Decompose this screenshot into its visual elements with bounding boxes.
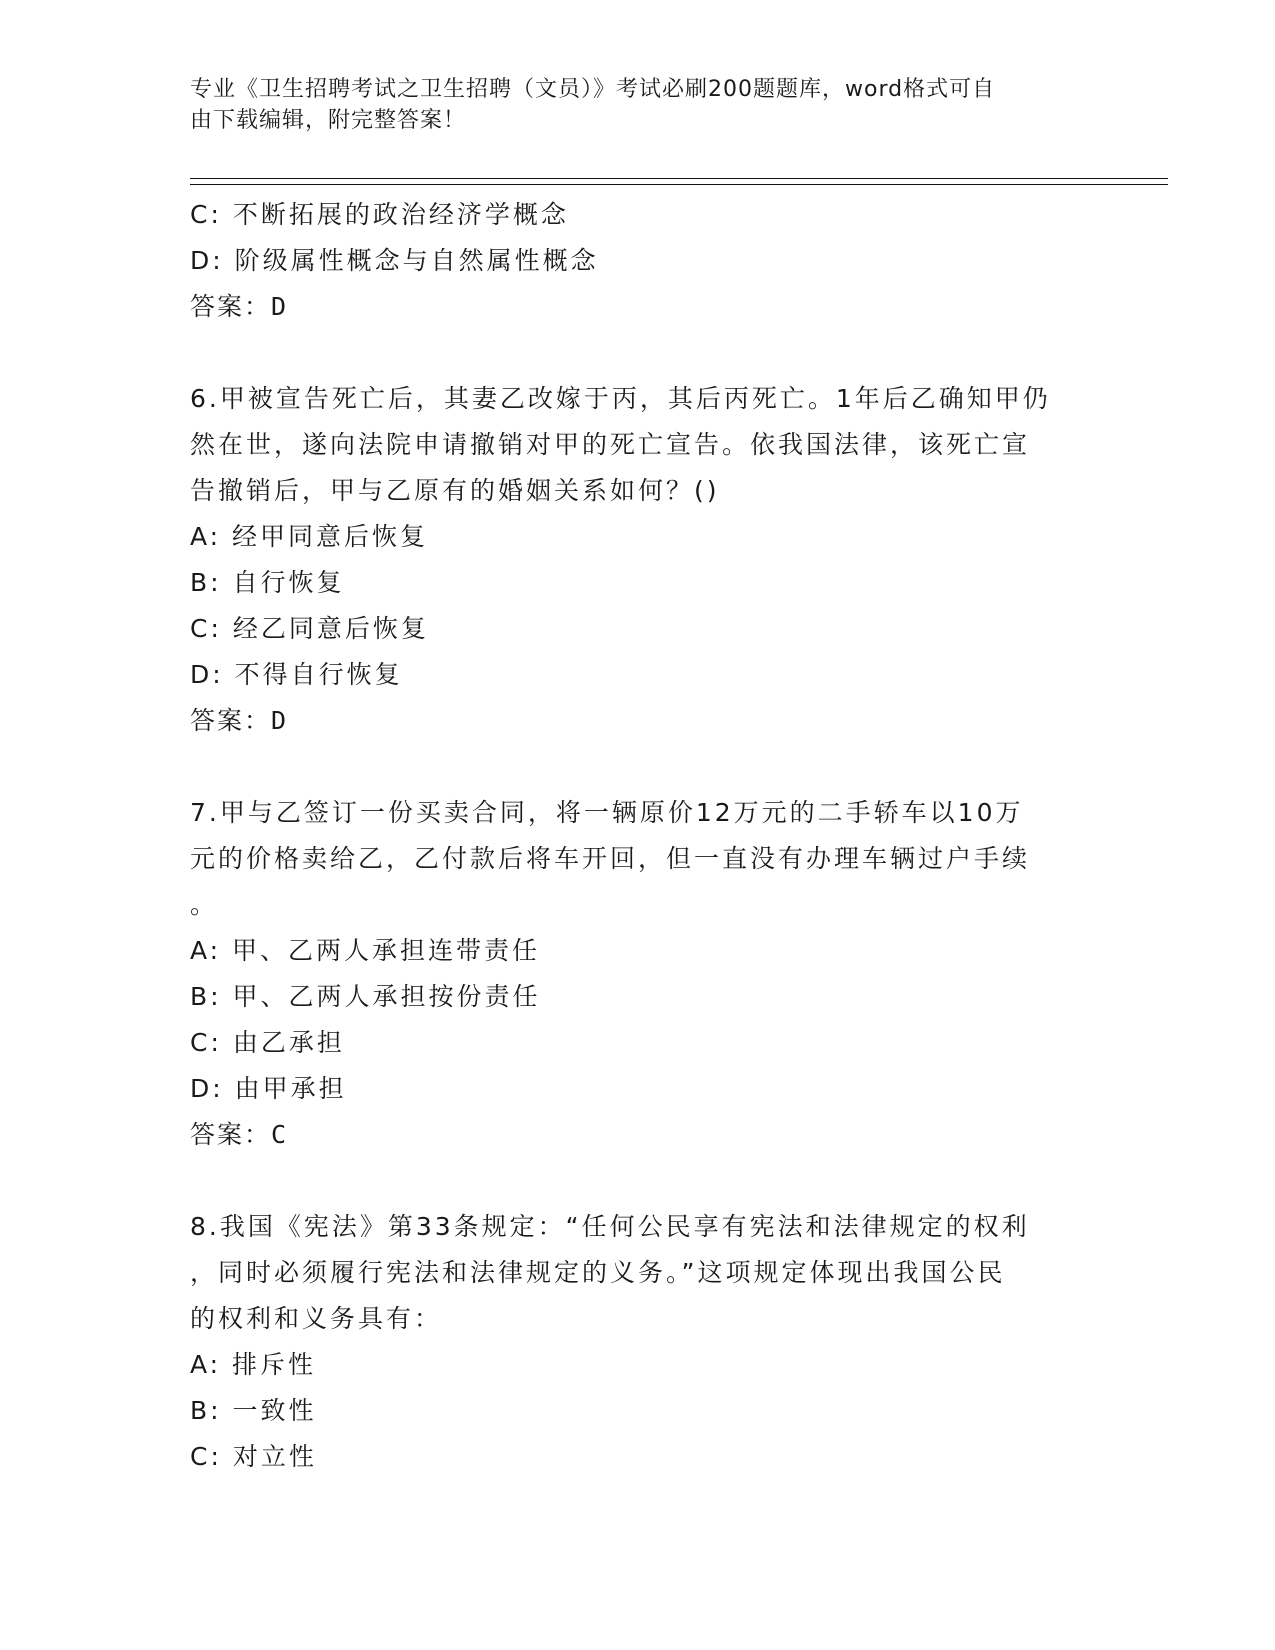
answer-label: 答案：: [190, 706, 272, 735]
option-c: C: 对立性: [190, 1442, 317, 1471]
question-7: [190, 790, 1090, 1158]
question-stem-line: 7.甲与乙签订一份买卖合同，将一辆原价12万元的二手轿车以10万: [190, 798, 1024, 827]
option-d: D: 不得自行恢复: [190, 660, 403, 689]
question-stem-line: 。: [190, 890, 219, 919]
option-b: B: 一致性: [190, 1396, 317, 1425]
question-stem-line: 告撤销后，甲与乙原有的婚姻关系如何？(): [190, 476, 720, 505]
header-divider-bottom: [190, 184, 1168, 185]
question-6: [190, 376, 1090, 744]
question-5-continuation: [190, 192, 1090, 330]
question-stem-line: 6.甲被宣告死亡后，其妻乙改嫁于丙，其后丙死亡。1年后乙确知甲仍: [190, 384, 1051, 413]
answer-value: C: [271, 1120, 289, 1149]
answer-value: D: [271, 292, 289, 321]
header-line-1: 专业《卫生招聘考试之卫生招聘（文员）》考试必刷200题题库，word格式可自: [190, 77, 996, 102]
question-8: [190, 1204, 1090, 1480]
answer-label: 答案：: [190, 292, 272, 321]
option-a: A: 经甲同意后恢复: [190, 522, 429, 551]
option-a: A: 甲、乙两人承担连带责任: [190, 936, 541, 965]
answer-line: [190, 1112, 1090, 1158]
answer-line: [190, 698, 1090, 744]
option-d: D: 阶级属性概念与自然属性概念: [190, 246, 599, 275]
question-stem-line: ，同时必须履行宪法和法律规定的义务。”这项规定体现出我国公民: [190, 1258, 1006, 1287]
header-line-2: 由下载编辑，附完整答案！: [190, 108, 467, 133]
option-d: D: 由甲承担: [190, 1074, 347, 1103]
question-stem-line: 元的价格卖给乙，乙付款后将车开回，但一直没有办理车辆过户手续: [190, 844, 1031, 873]
option-b: B: 甲、乙两人承担按份责任: [190, 982, 541, 1011]
option-b: B: 自行恢复: [190, 568, 345, 597]
answer-value: D: [271, 706, 289, 735]
document-header: [190, 74, 1070, 136]
option-a: A: 排斥性: [190, 1350, 317, 1379]
answer-label: 答案：: [190, 1120, 272, 1149]
option-c: C: 经乙同意后恢复: [190, 614, 429, 643]
question-stem-line: 的权利和义务具有：: [190, 1304, 443, 1333]
option-c: C: 不断拓展的政治经济学概念: [190, 200, 569, 229]
question-stem-line: 8.我国《宪法》第33条规定：“任何公民享有宪法和法律规定的权利: [190, 1212, 1030, 1241]
header-divider-top: [190, 178, 1168, 179]
question-content: [190, 192, 1090, 1480]
answer-line: [190, 284, 1090, 330]
option-c: C: 由乙承担: [190, 1028, 345, 1057]
question-stem-line: 然在世，遂向法院申请撤销对甲的死亡宣告。依我国法律，该死亡宣: [190, 430, 1031, 459]
